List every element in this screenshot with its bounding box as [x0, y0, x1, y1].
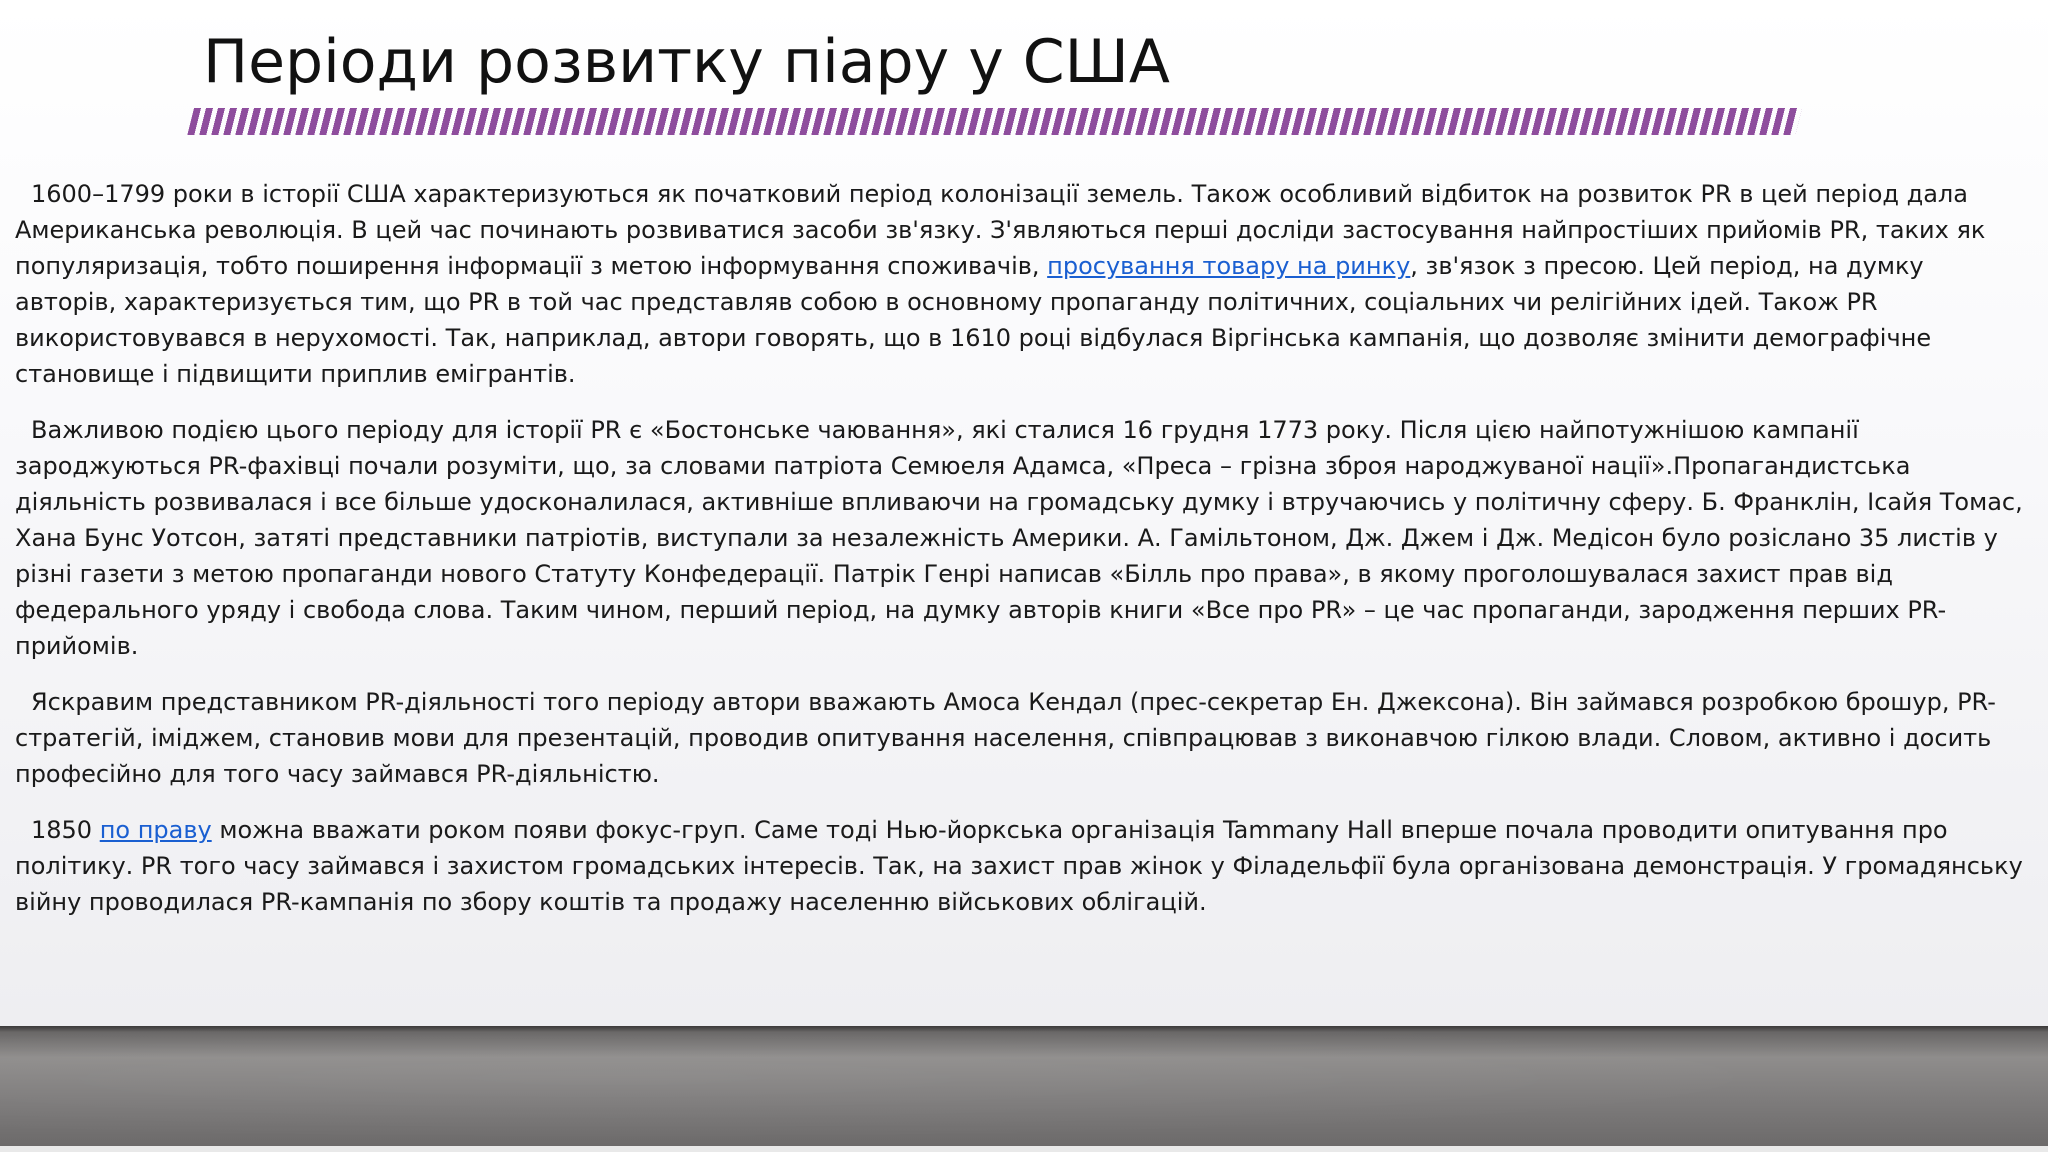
- paragraph-1: [15, 176, 2025, 392]
- floor-background: [0, 1026, 2048, 1152]
- paragraph-1-text-end: , зв'язок з пресою. Цей період, на думку авторів, характеризується тим, що PR в той час представляв собою в основному пропаганду політичних, соціальних чи релігійних ідей. Також PR використовувався в нерухомості. Так, наприклад, автори говорять, що в 1610 році відбулася Віргінська кампанія, що дозволяє змінити демографічне становище і підвищити приплив емігрантів.: [15, 252, 1932, 388]
- paragraph-1-text-start: 1600–1799 роки в історії США характеризуються як початковий період колонізації земель. Також особливий відбиток на розвиток PR в цей період дала Американська революція. В цей час починають розвиватися засоби зв'язку. З'являються перші досліди застосування найпростіших прийомів PR, таких як популяризація, тобто поширення інформації з метою інформування споживачів,: [15, 180, 1986, 280]
- slide-body: [15, 176, 2025, 940]
- link-product-promotion[interactable]: просування товару на ринку: [1047, 252, 1411, 280]
- slide-title: Періоди розвитку піару у США: [203, 27, 1170, 97]
- paragraph-4-text-end: можна вважати роком появи фокус-груп. Саме тоді Нью-йоркська організація Tammany Hall вперше почала проводити опитування про політику. PR того часу займався і захистом громадських інтересів. Так, на захист прав жінок у Філадельфії була організована демонстрація. У громадянську війну проводилася PR-кампанія по збору коштів та продажу населенню військових облігацій.: [15, 816, 2023, 916]
- title-underline-stripe: [187, 108, 1802, 135]
- paragraph-4: [15, 812, 2025, 920]
- paragraph-3: Яскравим представником PR-діяльності того періоду автори вважають Амоса Кендал (прес-секретар Ен. Джексона). Він займався розробкою брошур, PR-стратегій, іміджем, становив мови для презентацій, проводив опитування населення, співпрацював з виконавчою гілкою влади. Словом, активно і досить професійно для того часу займався PR-діяльністю.: [15, 688, 1996, 788]
- paragraph-2: Важливою подією цього періоду для історії PR є «Бостонське чаювання», які сталися 16 грудня 1773 року. Після цією найпотужнішою кампанії зароджуються PR-фахівці почали розуміти, що, за словами патріота Семюеля Адамса, «Преса – грізна зброя народжуваної нації».Пропагандистська діяльність розвивалася і все більше удосконалилася, активніше впливаючи на громадську думку і втручаючись у політичну сферу. Б. Франклін, Ісайя Томас, Хана Бунс Уотсон, затяті представники патріотів, виступали за незалежність Америки. А. Гамільтоном, Дж. Джем і Дж. Медісон було розіслано 35 листів у різні газети з метою пропаганди нового Статуту Конфедерації. Патрік Генрі написав «Білль про права», в якому проголошувалася захист прав від федерального уряду і свобода слова. Таким чином, перший період, на думку авторів книги «Все про PR» – це час пропаганди, зародження перших PR-прийомів.: [15, 416, 2023, 660]
- paragraph-4-text-start: 1850: [31, 816, 100, 844]
- floor-shadow-edge: [0, 1026, 2048, 1032]
- bottom-border: [0, 1146, 2048, 1152]
- link-by-right[interactable]: по праву: [99, 816, 212, 844]
